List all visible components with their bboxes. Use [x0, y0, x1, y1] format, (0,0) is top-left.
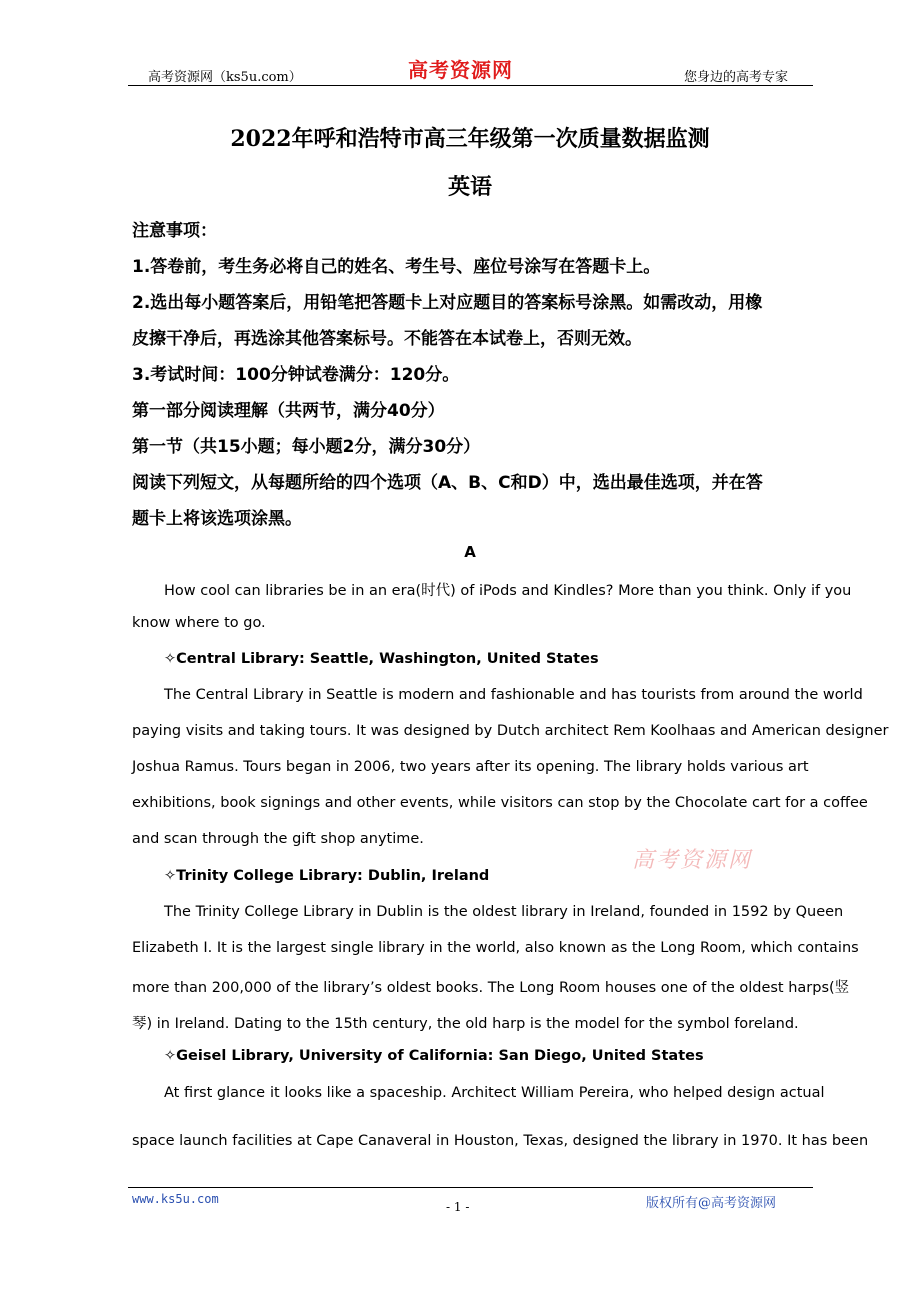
section-1-heading: 第一节（共15小题；每小题2分，满分30分）	[132, 437, 481, 457]
library-heading-dublin: ✧Trinity College Library: Dublin, Ireland	[164, 868, 490, 884]
note-1: 1.答卷前，考生务必将自己的姓名、考生号、座位号涂写在答题卡上。	[132, 257, 661, 277]
subject-title: 英语	[447, 174, 492, 200]
notes-heading: 注意事项：	[132, 221, 217, 241]
dublin-line-a: The Trinity College Library in Dublin is the oldest library in Ireland, founded in 1592 by Queen	[164, 904, 844, 920]
header-right-text: 您身边的高考专家	[684, 70, 789, 85]
footer-url[interactable]: www.ks5u.com	[132, 1192, 219, 1206]
header-left-text: 高考资源网（ks5u.com）	[148, 70, 302, 85]
dublin-line-c: more than 200,000 of the library’s oldest books. The Long Room houses one of the oldest harps(竖	[132, 980, 850, 996]
intro-line-a: How cool can libraries be in an era(时代) of iPods and Kindles? More than you think. Only if you	[164, 583, 852, 599]
watermark: 高考资源网	[632, 848, 753, 873]
san-diego-line-a-start: At first glance	[164, 1085, 266, 1101]
note-2-line-b: 皮擦干净后，再选涂其他答案标号。不能答在本试卷上，否则无效。	[132, 329, 642, 349]
san-diego-line-b: space launch facilities at Cape Canaveral in Houston, Texas, designed the library in 1970. It has been	[132, 1133, 869, 1149]
header-rule	[128, 85, 813, 86]
dublin-line-d: 琴) in Ireland. Dating to the 15th century, the old harp is the model for the symbol foreland.	[132, 1016, 799, 1032]
dublin-line-b: Elizabeth I. It is the largest single library in the world, also known as the Long Room, which contains	[132, 940, 859, 956]
intro-line-b: know where to go.	[132, 615, 266, 631]
passage-label: A	[464, 543, 476, 561]
note-3: 3.考试时间：100分钟试卷满分：120分。	[132, 365, 460, 385]
part-1-heading: 第一部分阅读理解（共两节，满分40分）	[132, 401, 445, 421]
note-2-line-a: 2.选出每小题答案后，用铅笔把答题卡上对应题目的答案标号涂黑。如需改动，用橡	[132, 293, 763, 313]
footer-rule	[128, 1187, 813, 1188]
seattle-line-b: paying visits and taking tours. It was designed by Dutch architect Rem Koolhaas and American designer	[132, 723, 889, 739]
page-title: 2022年呼和浩特市高三年级第一次质量数据监测	[230, 126, 710, 152]
san-diego-line-a-end: it looks like a spaceship. Architect William Pereira, who helped design actual	[270, 1085, 825, 1101]
seattle-line-e: and scan through the gift shop anytime.	[132, 831, 424, 847]
instructions-line-b: 题卡上将该选项涂黑。	[132, 509, 302, 529]
library-heading-san-diego: ✧Geisel Library, University of California: San Diego, United States	[164, 1048, 704, 1064]
header-logo: 高考资源网	[408, 58, 513, 82]
footer-copyright: 版权所有@高考资源网	[646, 1196, 777, 1211]
library-heading-seattle: ✧Central Library: Seattle, Washington, United States	[164, 651, 599, 667]
seattle-line-a: The Central Library in Seattle is modern and fashionable and has tourists from around the world	[164, 687, 863, 703]
page-number: - 1 -	[446, 1200, 470, 1214]
seattle-line-d: exhibitions, book signings and other events, while visitors can stop by the Chocolate cart for a coffee	[132, 795, 868, 811]
seattle-line-c: Joshua Ramus. Tours began in 2006, two years after its opening. The library holds various art	[132, 759, 809, 775]
instructions-line-a: 阅读下列短文，从每题所给的四个选项（A、B、C和D）中，选出最佳选项，并在答	[132, 473, 763, 493]
